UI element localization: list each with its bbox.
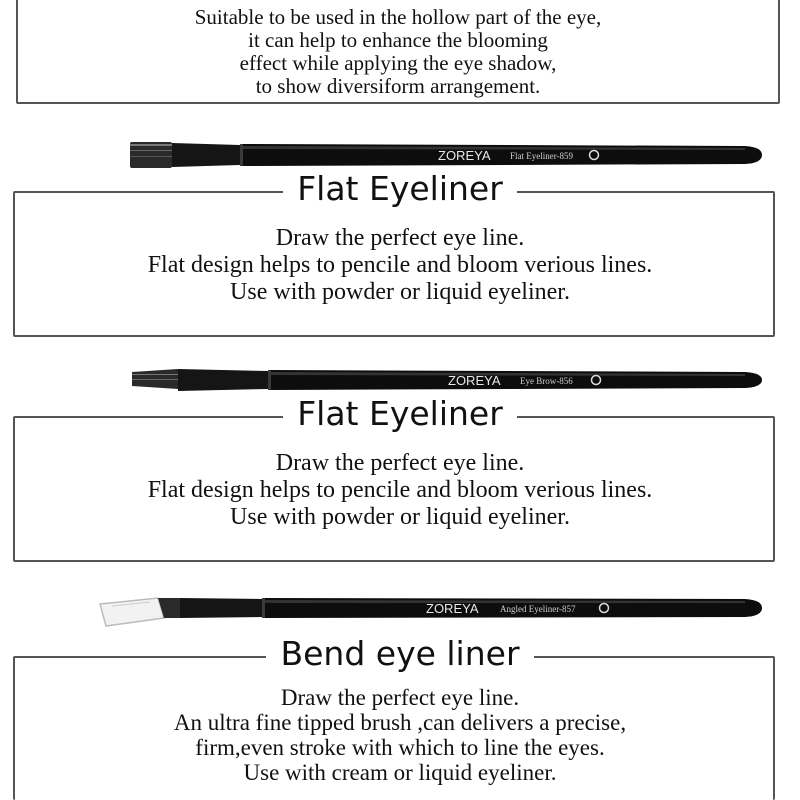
bend-eye-liner-description <box>0 685 800 785</box>
flat-eyeliner-heading-wrap <box>0 169 800 208</box>
description-line: Suitable to be used in the hollow part of the eye, <box>194 5 602 29</box>
top-description-box <box>16 0 780 104</box>
description-line: it can help to enhance the blooming <box>248 28 548 52</box>
description-line: Use with powder or liquid eyeliner. <box>230 279 570 305</box>
brush-brand-label: ZOREYA <box>448 373 501 388</box>
brush-model-label: Flat Eyeliner-859 <box>510 151 574 161</box>
eye-brow-description <box>0 450 800 531</box>
description-line: An ultra fine tipped brush ,can delivers a precise, <box>173 710 627 735</box>
section-heading: Flat Eyeliner <box>283 172 517 205</box>
description-line: Draw the perfect eye line. <box>275 450 525 476</box>
description-line: Draw the perfect eye line. <box>280 685 520 710</box>
bend-eye-liner-heading-wrap <box>0 634 800 673</box>
section-heading: Bend eye liner <box>266 637 533 670</box>
brush-model-label: Angled Eyeliner-857 <box>500 604 576 614</box>
angled-eyeliner-brush-image <box>0 582 800 642</box>
description-line: Use with powder or liquid eyeliner. <box>230 504 570 530</box>
flat-eyeliner-description <box>0 225 800 306</box>
description-line: to show diversiform arrangement. <box>255 74 541 98</box>
description-line: Use with cream or liquid eyeliner. <box>243 760 557 785</box>
description-line: Flat design helps to pencile and bloom verious lines. <box>147 477 653 503</box>
brush-model-label: Eye Brow-856 <box>520 376 573 386</box>
top-description-text <box>18 6 778 98</box>
description-line: firm,even stroke with which to line the eyes. <box>195 735 605 760</box>
brush-brand-label: ZOREYA <box>438 148 491 163</box>
brush-brand-label: ZOREYA <box>426 601 479 616</box>
description-line: Flat design helps to pencile and bloom verious lines. <box>147 252 653 278</box>
eye-brow-heading-wrap <box>0 394 800 433</box>
description-line: effect while applying the eye shadow, <box>239 51 557 75</box>
section-heading: Flat Eyeliner <box>283 397 517 430</box>
description-line: Draw the perfect eye line. <box>275 225 525 251</box>
